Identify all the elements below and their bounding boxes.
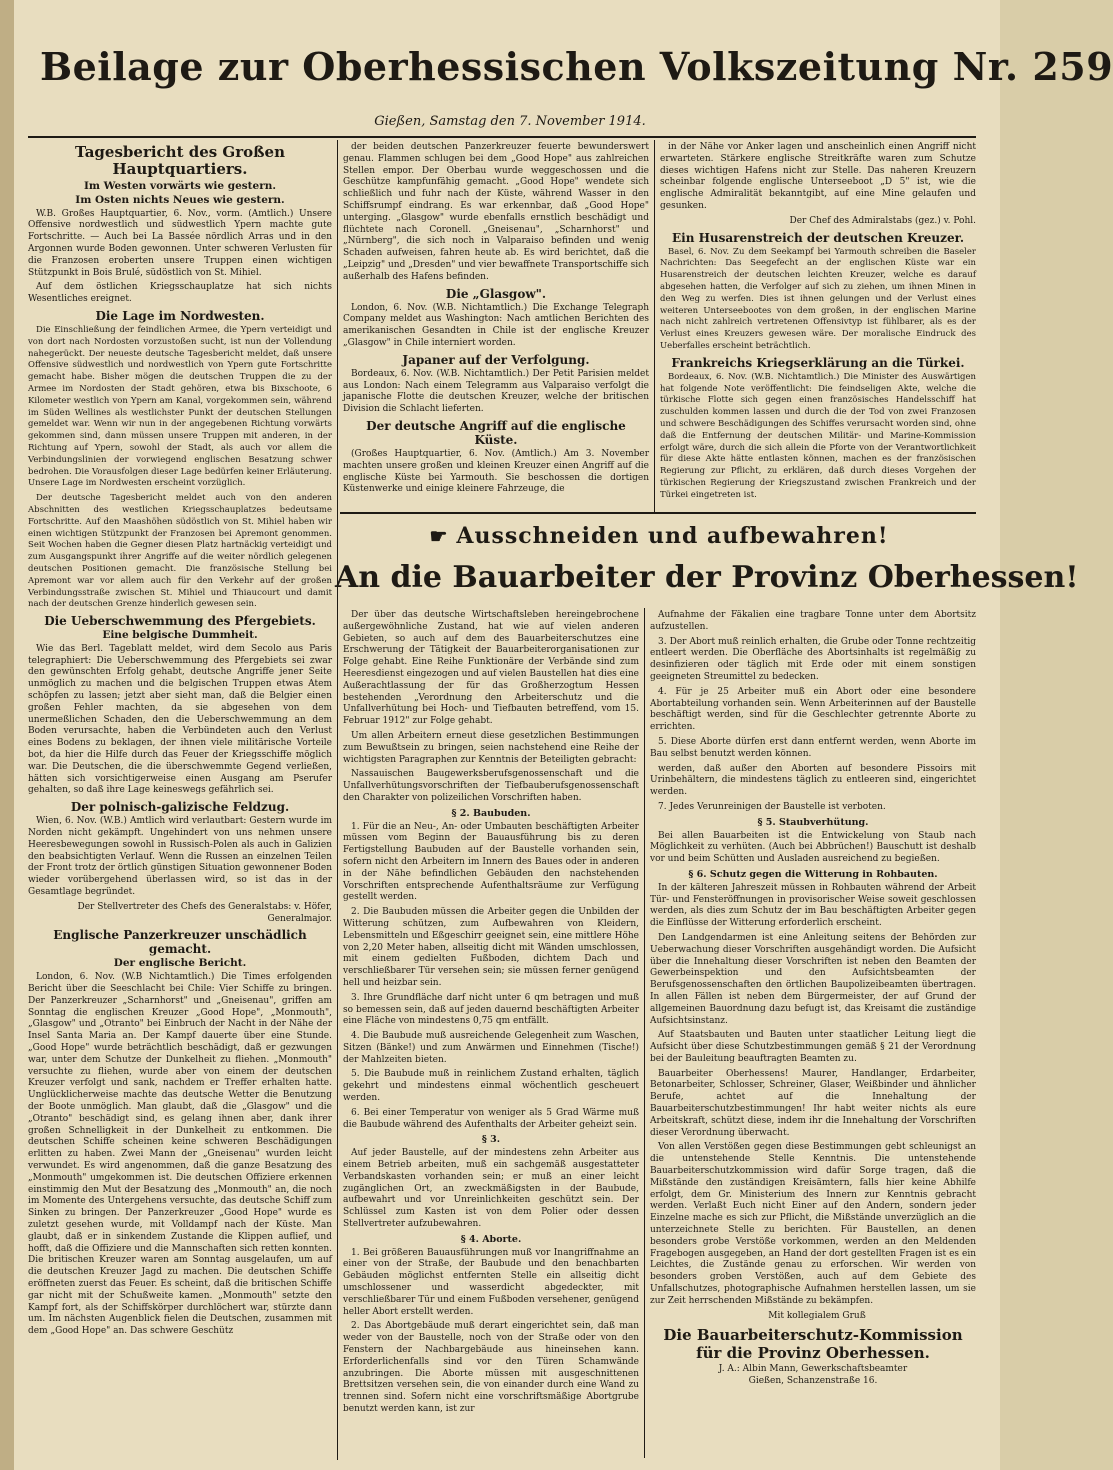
notice-paragraph: Von allen Verstößen gegen diese Bestimmungen gebt schleunigst an die untenstehende Stelle Kenntnis. Die untenstehende Bauarbeiterschutzkommission wird dafür Sorge tragen, daß die Mißstände den zuständigen Kreisämtern, falls hier keine Abhilfe erfolgt, dem Gr. Ministerium des Innern zur Kenntnis gebracht werden. Verlaßt Euch nicht Einer auf den Andern, sondern jeder Einzelne mache es sich zur Pflicht, die Mißstände unverzüglich an die unterzeichnete Stelle zu berichten. Für Baustellen, an denen besonders grobe Verstöße vorkommen, werden an den Meldenden Fragebogen ausgegeben, an Hand der dort gestellten Fragen ist es ein Leichtes, die Zustände genau zu erforschen. Wir werden von besonders groben Verstößen, auch auf dem Gebiete des Unfallschutzes, photographische Aufnahmen herstellen lassen, um sie zur Zeit herrschenden Mißstände zu bekämpfen.	[650, 1142, 976, 1306]
headline-tagesbericht: Tagesbericht des Großen Hauptquartiers.	[74, 143, 285, 178]
notice-paragraph: 5. Diese Aborte dürfen erst dann entfernt werden, wenn Aborte im Bau selbst benutzt werden können.	[650, 736, 976, 759]
notice-paragraph: Um allen Arbeitern erneut diese gesetzlichen Bestimmungen zum Bewußtsein zu bringen, seien nachstehend eine Reihe der wichtigsten Paragraphen zur Kenntnis der Beteiligten gebracht:	[343, 730, 639, 765]
article-paragraph: Bordeaux, 6. Nov. (W.B. Nichtamtlich.) Die Minister des Auswärtigen hat folgende Note veröffentlicht: Die feindseligen Akte, welche die türkische Flotte sich gegen einen französisches Handelsschiff hat zuschulden kommen lassen und durch die der Tod von zwei Franzosen und schwere Beschädigungen des Schiffes verursacht worden sind, ohne daß die Entfernung der deutschen Militär- und Marine-Kommission erfolgt wäre, durch die sich allein die Pforte von der Verantwortlichkeit für diese Akte hätte entlasten können, machen es der französischen Regierung zur Pflicht, zu erklären, daß durch dieses Vorgehen der türkischen Regierung der Kriegszustand zwischen Frankreich und der Türkei eingetreten ist.	[660, 371, 976, 500]
article-paragraph: Die Einschließung der feindlichen Armee, die Ypern verteidigt und von dort nach Nordosten vorzustoßen sucht, ist nun der Vollendung nahegerückt. Der neueste deutsche Tagesbericht meldet, daß unsere Offensive südwestlich und nordwestlich von Ypern gute Fortschritte gemacht habe. Bisher mögen die deutschen Truppen die zu der Armee im Nordosten der Stadt gehören, etwa bis Bixschoote, 6 Kilometer westlich von Ypern am Kanal, vorgekommen sein, während im Süden Wellines als westlichster Punkt der deutschen Stellungen gemeldet war. Wenn wir nun in der angegebenen Richtung vorwärts gekommen sind, dann müssen unsere Truppen mit anderen, in der Richtung auf Ypern, sowohl der Stadt, als auch vor allem die Verbindungslinien der vorwiegend englischen Besatzung schwer bedrohen. Die Vorausfolgen dieser Lage bedürfen keiner Erläuterung. Unsere Lage im Nordwesten erscheint vorzüglich.	[28, 324, 332, 489]
notice-banner-cut-out	[345, 523, 973, 549]
notice-top-rule	[340, 512, 976, 514]
column-rule-2	[654, 140, 655, 512]
notice-paragraph: In der kälteren Jahreszeit müssen in Rohbauten während der Arbeit Tür- und Fensteröffnungen in provisorischer Weise soweit geschlossen werden, als dies zum Schutz der im Bau beschäftigten Arbeiter gegen die Einflüsse der Witterung erforderlich erscheint.	[650, 882, 976, 929]
notice-paragraph: 1. Bei größeren Bauausführungen muß vor Inangriffnahme an einer von der Straße, der Baubude und den benachbarten Gebäuden möglichst entfernten Stelle ein allseitig dicht umschlossener und wasserdicht abgedeckter, mit verschließbarer Tür und einem Fußboden versehener, genügend heller Abort erstellt werden.	[343, 1247, 639, 1317]
masthead-rule	[28, 136, 976, 138]
notice-paragraph: 4. Für je 25 Arbeiter muß ein Abort oder eine besondere Abortabteilung vorhanden sein. Wenn Arbeiterinnen auf der Baustelle beschäftigt werden, sind für die Geschlechter getrennte Aborte zu errichten.	[650, 686, 976, 733]
column-rule-1	[337, 140, 338, 1460]
notice-paragraph: 2. Die Baubuden müssen die Arbeiter gegen die Unbilden der Witterung schützen, zum Aufbewahren von Kleidern, Lebensmitteln und Eßgeschirr geeignet sein, eine mittlere Höhe von 2,20 Meter haben, allseitig dicht mit Wänden umschlossen, mit einem gedielten Fußboden, dichtem Dach und verschließbarer Tür versehen sein; sie müssen ferner genügend hell und heizbar sein.	[343, 907, 639, 988]
pointing-hand-icon: ☛	[429, 524, 449, 548]
notice-greeting: Mit kollegialem Gruß	[768, 1310, 866, 1321]
page-edge	[0, 0, 14, 1470]
article-paragraph: Basel, 6. Nov. Zu dem Seekampf bei Yarmouth schreiben die Baseler Nachrichten: Das Seegefecht an der englischen Küste war ein Husarenstreich der deutschen leichten Kreuzer, welche es darauf abgesehen hatten, die Verfolger auf sich zu ziehen, um ihnen Minen in den Weg zu werfen. Dies ist ihnen gelungen und der Verlust eines weiteren Unterseebootes von dem großen, in der englischen Marine nach nicht zahlreich vertretenen Offensivtyp ist fühlbarer, als es der Verlust eines Kreuzers gewesen wäre. Der moralische Eindruck des Ueberfalles erscheint beträchtlich.	[660, 246, 976, 351]
notice-paragraph: Nassauischen Baugewerksberufsgenossenschaft und die Unfallverhütungsvorschriften der Tiefbauberufsgenossenschaft den Charakter von polizeilichen Vorschriften haben.	[343, 769, 639, 803]
article-paragraph: London, 6. Nov. (W.B. Nichtamtlich.) Die Exchange Telegraph Company meldet aus Washington: Nach amtlichen Berichten des amerikanischen Gesandten in Chile ist der englische Kreuzer „Glasgow" in Chile interniert worden.	[343, 302, 649, 348]
notice-column-rule	[644, 608, 645, 1458]
headline-kriegserklaerung: Frankreichs Kriegserklärung an die Türkei.	[671, 355, 965, 370]
notice-paragraph: werden, daß außer den Aborten auf besondere Pissoirs mit Urinbehältern, die mindestens täglich zu entleeren sind, eingerichtet werden.	[650, 763, 976, 798]
headline-glasgow: Die „Glasgow".	[445, 286, 547, 301]
article-signature: Der Stellvertreter des Chefs des Generalstabs: v. Höfer, Generalmajor.	[77, 901, 332, 924]
notice-paragraph: Auf Staatsbauten und Bauten unter staatlicher Leitung liegt die Aufsicht über diese Schutzbestimmungen gemäß § 21 der Verordnung bei der Bauleitung beauftragten Beamten zu.	[650, 1030, 976, 1064]
subheadline-east: Im Osten nichts Neues wie gestern.	[75, 193, 285, 206]
notice-signatory: J. A.: Albin Mann, Gewerkschaftsbeamter	[718, 1364, 908, 1375]
notice-paragraph: Aufnahme der Fäkalien eine tragbare Tonne unter dem Abortsitz aufzustellen.	[650, 610, 976, 632]
notice-banner-text: Ausschneiden und aufbewahren!	[456, 523, 889, 549]
column-middle	[343, 142, 649, 510]
section-heading: § 4. Aborte.	[460, 1233, 522, 1245]
headline-lage-nordwesten: Die Lage im Nordwesten.	[95, 308, 265, 323]
notice-paragraph: Bei allen Bauarbeiten ist die Entwickelung von Staub nach Möglichkeit zu verhüten. (Auch bei Abbrüchen!) Bauschutt ist deshalb vor und beim Schütten und Ausladen ausreichend zu begießen.	[650, 830, 976, 865]
notice-paragraph: Auf jeder Baustelle, auf der mindestens zehn Arbeiter aus einem Betrieb arbeiten, muß ein sachgemäß ausgestatteter Verbandskasten vorhanden sein; er muß an einer leicht zugänglichen Ort, an zweckmäßigsten in der Baubude, aufbewahrt und vor Unreinlichkeiten geschützt sein. Der Schlüssel zum Kasten ist von dem Polier oder dessen Stellvertreter aufzubewahren.	[343, 1148, 639, 1230]
notice-column-left	[343, 610, 639, 1460]
notice-column-right	[650, 610, 976, 1460]
article-paragraph: Bordeaux, 6. Nov. (W.B. Nichtamtlich.) Der Petit Parisien meldet aus London: Nach einem Telegramm aus Valparaiso verfolgt die japanische Flotte die deutschen Kreuzer, welche der britischen Division die Schlacht lieferten.	[343, 368, 649, 415]
article-paragraph: London, 6. Nov. (W.B Nichtamtlich.) Die Times erfolgenden Bericht über die Seeschlacht bei Chile: Vier Schiffe zu bringen. Der Panzerkreuzer „Scharnhorst" und „Gneisenau", griffen am Sonntag die englischen Kreuzer „Good Hope", „Monmouth", „Glasgow" und „Otranto" bei Einbruch der Nacht in der Nähe der Insel Santa Maria an. Der Kampf dauerte über eine Stunde. „Good Hope" wurde beträchtlich beschädigt, daß er gezwungen war, unter dem Schutze der Dunkelheit zu fliehen. „Monmouth" versuchte zu fliehen, wurde aber von einem der deutschen Kreuzer verfolgt und sank, nachdem er Treffer erhalten hatte. Unglücklicherweise machte das deutsche Wetter die Benutzung der Boote unmöglich. Man glaubt, daß die „Glasgow" und die „Otranto" beschädigt sind, es gelang ihnen aber, dank ihrer großen Schnelligkeit in der Dunkelheit zu entkommen. Die deutschen Schiffe scheinen keine schweren Beschädigungen erlitten zu haben. Zwei Mann der „Gneisenau" wurden leicht verwundet. Es wird angenommen, daß die ganze Besatzung des „Monmouth" umgekommen ist. Die deutschen Offiziere erkennen einstimmig den Mut der Besatzung des „Monmouth" an, die noch im Momente des Untergehens versuchte, das deutsche Schiff zum Sinken zu bringen. Der Panzerkreuzer „Good Hope" wurde es zuletzt gesehen wurde, mit Volldampf nach der Küste. Man glaubt, daß er in sinkendem Zustande die Klippen auflief, und hofft, daß die Offiziere und die Mannschaften sich retten konnten. Die britischen Kreuzer waren am Sonntag ausgelaufen, um auf die deutschen Kreuzer Jagd zu machen. Die deutschen Schiffe eröffneten zuerst das Feuer. Es scheint, daß die britischen Schiffe gar nicht mit der Schußweite kamen. „Monmouth" setzte den Kampf fort, als der Schiffskörper durchlöchert war, stürzte dann um. Im nächsten Augenblick fielen die Deutschen, zusammen mit dem „Good Hope" an. Das schwere Geschütz	[28, 972, 332, 1337]
article-paragraph: Wie das Berl. Tageblatt meldet, wird dem Secolo aus Paris telegraphiert: Die Ueberschwemmung des Pfergebiets sei zwar den gewünschten Erfolg gehabt, deutsche Angriffe jener Seite unmöglich zu machen und die belgischen Truppen etwas Atem schöpfen zu lassen; jetzt aber sieht man, daß die Belgier einen großen Fehler machten, da sie abgesehen von dem unermeßlichen Schaden, den die Ueberschwemmung an dem Boden verursachte, haben die Verbündeten auch den Verlust eines Bodens zu beklagen, der ihnen viele militärische Vorteile bot, da hier die Hilfe durch das Feuer der Kriegsschiffe möglich war. Die Deutschen, die die überschwemmte Gegend verließen, hätten sich vorsichtigerweise einen Ausgang am Pserufer gehalten, so daß ihre Lage keineswegs gefährlich sei.	[28, 643, 332, 796]
masthead-title: Beilage zur Oberhessischen Volkszeitung Nr. 259	[40, 44, 1113, 89]
article-paragraph: Wien, 6. Nov. (W.B.) Amtlich wird verlautbart: Gestern wurde im Norden nicht gekämpft. Ungehindert von uns nehmen unsere Heeresbewegungen sowohl in Russisch-Polen als auch in Galizien den beabsichtigten Verlauf. Wenn die Russen an einzelnen Teilen der Front trotz der örtlich günstigen Situation gewonnener Boden wieder vorübergehend überlassen wird, so ist das in der Gesamtlage begründet.	[28, 816, 332, 898]
article-paragraph: der beiden deutschen Panzerkreuzer feuerte bewunderswert genau. Flammen schlugen bei dem „Good Hope" aus zahlreichen Stellen empor. Der Oberbau wurde weggeschossen und die Geschütze kampfunfähig gemacht. „Good Hope" wendete sich schließlich und fuhr nach der Küste, während Wasser in den Schiffsrumpf eindrang. Es war erkennbar, daß „Good Hope" unterging. „Glasgow" wurde ebenfalls ernstlich beschädigt und flüchtete nach Coronell. „Gneisenau", „Scharnhorst" und „Nürnberg", die sich noch in Valparaiso befinden und wenig Schaden aufweisen, fahren heute ab. Es wird berichtet, daß die „Leipzig" und „Dresden" und vier bewaffnete Transportschiffe sich außerhalb des Hafens befinden.	[343, 142, 649, 282]
subheadline-englischer-bericht: Der englische Bericht.	[113, 957, 247, 970]
notice-paragraph: 2. Das Abortgebäude muß derart eingerichtet sein, daß man weder von der Baustelle, noch von der Straße oder von den Fenstern der Nachbargebäude aus hineinsehen kann. Erforderlichenfalls sind vor den Türen Schamwände anzubringen. Die Aborte müssen mit ausgeschnittenen Brettsitzen versehen sein, die von einander durch eine Wand zu trennen sind. Sofern nicht eine vorschriftsmäßige Abortgrube benutzt werden kann, ist zur	[343, 1321, 639, 1414]
section-heading: § 5. Staubverhütung.	[757, 816, 869, 828]
headline-ueberschwemmung: Die Ueberschwemmung des Pfergebiets.	[44, 614, 316, 629]
headline-husarenstreich: Ein Husarenstreich der deutschen Kreuzer.	[671, 230, 964, 245]
headline-japaner: Japaner auf der Verfolgung.	[402, 352, 590, 367]
article-paragraph: Der deutsche Tagesbericht meldet auch von den anderen Abschnitten des westlichen Kriegsschauplatzes bedeutsame Fortschritte. Auf den Maashöhen südöstlich von St. Mihiel haben wir einen wichtigen Stützpunkt der Franzosen bei Apremont genommen. Seit Wochen haben die Gegner diesen Platz hartnäckig verteidigt und zum Ausgangspunkt ihrer Angriffe auf die weiter nördlich gelegenen deutschen Positionen gemacht. Die französische Stellung bei Apremont war vor allem auch für den Verkehr auf der großen Verbindungsstraße zwischen St. Mihiel und Thiaucourt und damit nach der deutschen Grenze hinderlich gewesen sein.	[28, 493, 332, 610]
article-paragraph: in der Nähe vor Anker lagen und anscheinlich einen Angriff nicht erwarteten. Stärkere englische Streitkräfte waren zum Schutze dieses wichtigen Hafens nicht zur Stelle. Das naheren Kreuzern scheinbar folgende englische Unterseeboot „D 5" ist, wie die englische Admiralität bekanntgibt, auf eine Mine gelaufen und gesunken.	[660, 142, 976, 211]
headline-panzerkreuzer: Englische Panzerkreuzer unschädlich gemacht.	[53, 928, 307, 957]
notice-paragraph: Der über das deutsche Wirtschaftsleben hereingebrochene außergewöhnliche Zustand, hat wie auf vielen anderen Gebieten, so auch auf dem des Bauarbeiterschutzes eine Erschwerung der Tätigkeit der Bauarbeiterorganisationen zur Folge gehabt. Eine Reihe Funktionäre der Verbände sind zum Heeresdienst eingezogen und auf vielen Baustellen hat dies eine Außerachtlassung der für das Großherzogtum Hessen bestehenden „Verordnung den Arbeiterschutz und die Unfallverhütung bei Hoch- und Tiefbauten betreffend, vom 15. Februar 1912" zur Folge gehabt.	[343, 610, 639, 727]
article-signature: Der Chef des Admiralstabs (gez.) v. Pohl.	[789, 215, 976, 226]
section-heading: § 6. Schutz gegen die Witterung in Rohbauten.	[688, 868, 938, 880]
notice-paragraph: 4. Die Baubude muß ausreichende Gelegenheit zum Waschen, Sitzen (Bänke!) und zum Anwärmen und Einnehmen (Tische!) der Mahlzeiten bieten.	[343, 1031, 639, 1065]
notice-paragraph: Den Landgendarmen ist eine Anleitung seitens der Behörden zur Ueberwachung dieser Vorschriften ausgehändigt worden. Die Aufsicht über die Innehaltung dieser Vorschriften ist neben den Beamten der Gewerbeinspektion und den Aufsichtsbeamten der Berufsgenossenschaften den örtlichen Baupolizeibeamten übertragen. In allen Fällen ist neben dem Bürgermeister, der auf Grund der allgemeinen Bauordnung dazu befugt ist, das Kreisamt die zuständige Aufsichtsinstanz.	[650, 932, 976, 1026]
notice-paragraph: 3. Ihre Grundfläche darf nicht unter 6 qm betragen und muß so bemessen sein, daß auf jeden dauernd beschäftigten Arbeiter eine Fläche von mindestens 0,75 qm entfällt.	[343, 992, 639, 1027]
notice-paragraph: Bauarbeiter Oberhessens! Maurer, Handlanger, Erdarbeiter, Betonarbeiter, Schlosser, Schreiner, Glaser, Weißbinder und ähnlicher Berufe, achtet auf die Innehaltung der Bauarbeiterschutzbestimmungen! Ihr habt weiter nichts als eure Arbeitskraft, schützt diese, indem ihr die Innehaltung der Vorschriften dieser Verordnung überwacht.	[650, 1068, 976, 1138]
notice-paragraph: 7. Jedes Verunreinigen der Baustelle ist verboten.	[658, 801, 886, 812]
dateline: Gießen, Samstag den 7. November 1914.	[374, 114, 646, 129]
notice-paragraph: 5. Die Baubude muß in reinlichem Zustand erhalten, täglich gekehrt und mindestens einmal wöchentlich gescheuert werden.	[343, 1069, 639, 1104]
section-heading: § 2. Baubuden.	[451, 807, 531, 819]
notice-paragraph: 6. Bei einer Temperatur von weniger als 5 Grad Wärme muß die Baubude während des Aufenthalts der Arbeiter geheizt sein.	[343, 1107, 639, 1130]
section-heading: § 3.	[481, 1134, 501, 1146]
notice-signature: Die Bauarbeiterschutz-Kommission für die Provinz Oberhessen.	[663, 1326, 963, 1363]
article-paragraph: Auf dem östlichen Kriegsschauplatze hat sich nichts Wesentliches ereignet.	[28, 282, 332, 305]
notice-address: Gießen, Schanzenstraße 16.	[748, 1376, 878, 1387]
column-left	[28, 142, 332, 1462]
article-paragraph: W.B. Großes Hauptquartier, 6. Nov., vorm. (Amtlich.) Unsere Offensive nordwestlich und südwestlich Ypern machte gute Fortschritte. — Auch bei La Bassée nördlich Arras und in den Argonnen wurde Boden gewonnen. Unter schweren Verlusten für die Franzosen eroberten unsere Truppen einen wichtigen Stützpunkt in Bois Brulé, südöstlich von St. Mihiel.	[28, 208, 332, 278]
article-paragraph: (Großes Hauptquartier, 6. Nov. (Amtlich.) Am 3. November machten unsere großen und kleinen Kreuzer einen Angriff auf die englische Küste bei Yarmouth. Sie beschossen die dortigen Küstenwerke und einige kleinere Fahrzeuge, die	[343, 448, 649, 495]
column-right	[660, 142, 976, 510]
notice-paragraph: 1. Für die an Neu-, An- oder Umbauten beschäftigten Arbeiter müssen vom Beginn der Bauausführung bis zu deren Fertigstellung Baubuden auf der Baustelle vorhanden sein, sofern nicht den Arbeitern im Innern des Baues oder in anderen in der Nähe befindlichen Gebäuden den nachstehenden Vorschriften entsprechende Aufenthaltsräume zur Verfügung gestellt werden.	[343, 821, 639, 903]
headline-angriff-kueste: Der deutsche Angriff auf die englische Küste.	[366, 418, 626, 447]
headline-feldzug: Der polnisch-galizische Feldzug.	[70, 800, 290, 815]
notice-paragraph: 3. Der Abort muß reinlich erhalten, die Grube oder Tonne rechtzeitig entleert werden. Die Oberfläche des Abortsinhalts ist regelmäßig zu desinfizieren oder täglich mit Erde oder mit einem sonstigen geeigneten Streumittel zu bedecken.	[650, 636, 976, 682]
subheadline-west: Im Westen vorwärts wie gestern.	[83, 180, 277, 192]
subheadline-dummheit: Eine belgische Dummheit.	[102, 629, 258, 642]
notice-headline: An die Bauarbeiter der Provinz Oberhessen!	[335, 560, 1079, 595]
